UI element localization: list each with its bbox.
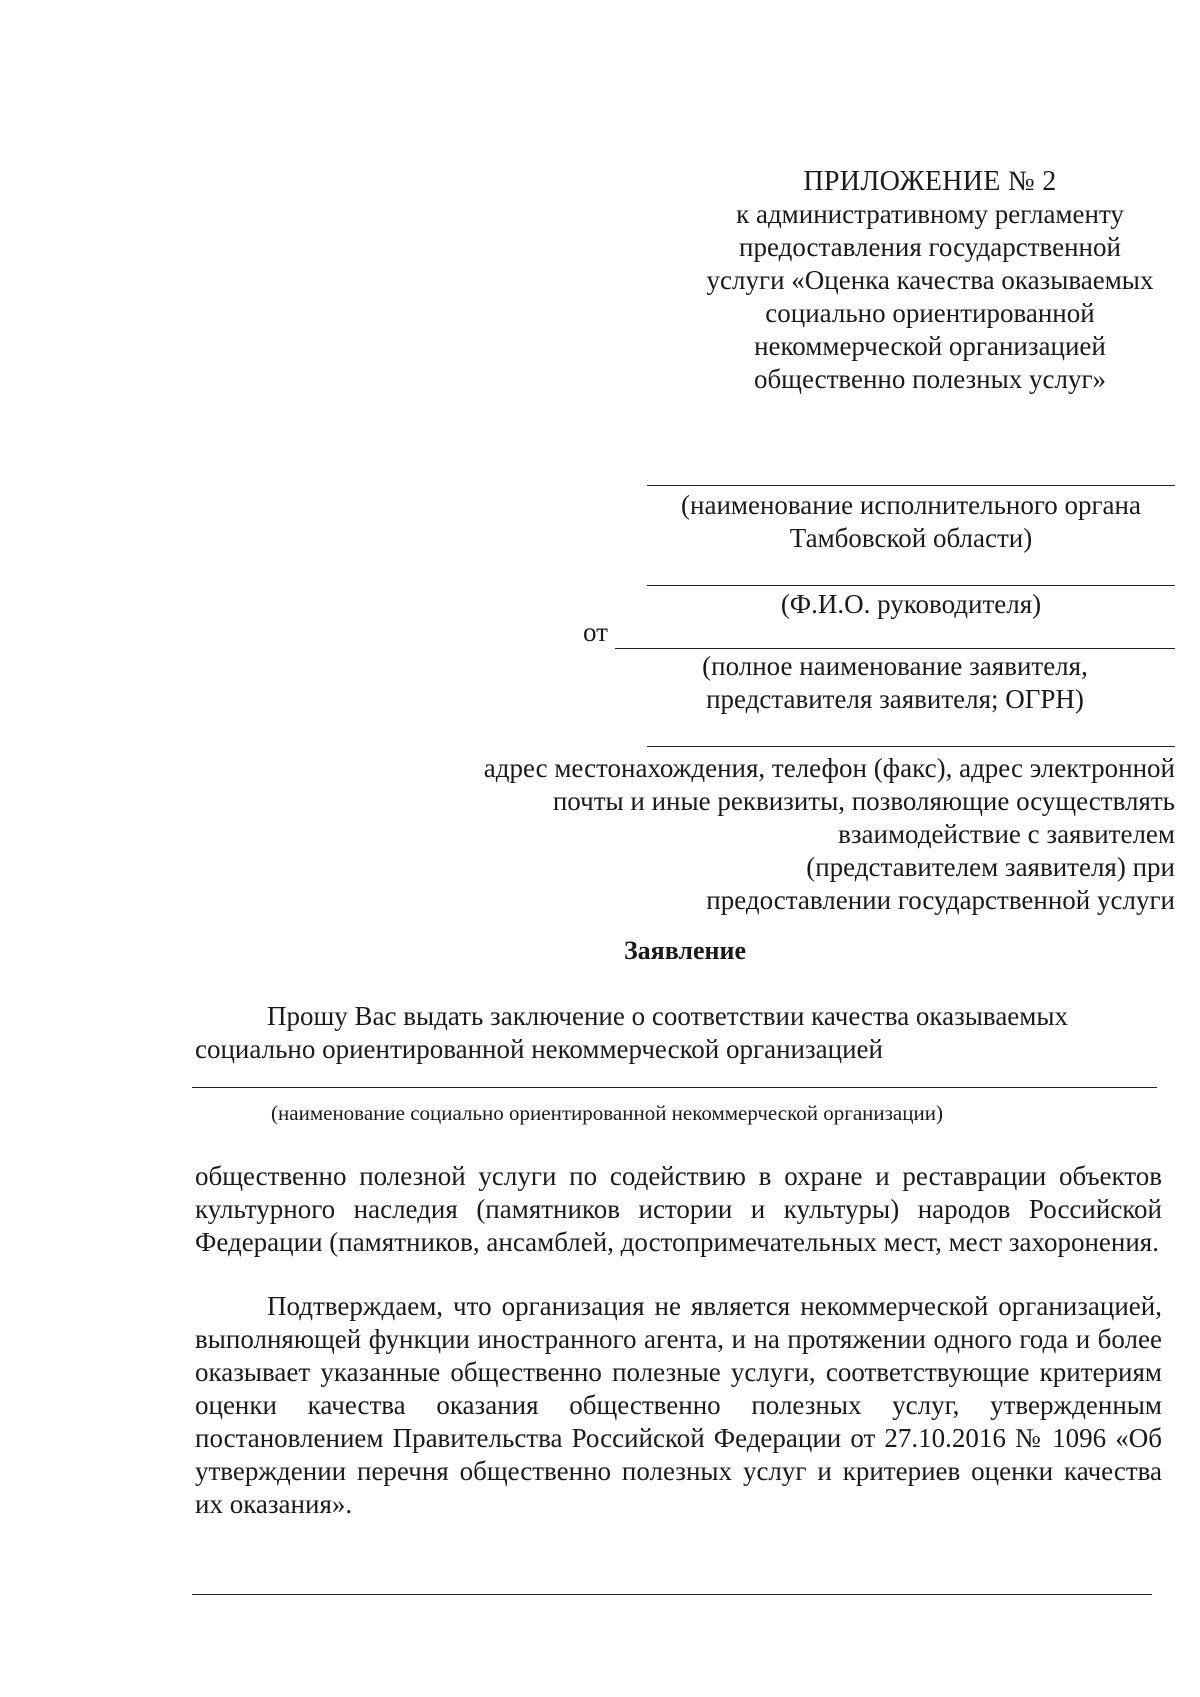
- authority-name-line: [647, 485, 1175, 486]
- header-line: некоммерческой организацией: [754, 331, 1106, 361]
- request-text: [195, 1000, 1165, 1066]
- header-line: услуги «Оценка качества оказываемых: [706, 265, 1154, 295]
- contacts-caption-line: адрес местонахождения, телефон (факс), адрес электронной: [483, 753, 1175, 783]
- header-line: общественно полезных услуг»: [753, 364, 1107, 394]
- header-line: социально ориентированной: [765, 298, 1095, 328]
- from-label: от: [583, 617, 608, 647]
- contacts-line: [647, 746, 1175, 747]
- header-line: предоставления государственной: [739, 232, 1121, 262]
- head-name-line: [647, 585, 1175, 586]
- organization-caption: (наименование социально ориентированной некоммерческой организации): [271, 1101, 943, 1125]
- request-line: Прошу Вас выдать заключение о соответствии качества оказываемых: [267, 1001, 1069, 1031]
- confirmation-paragraph-text: Подтверждаем, что организация не является некоммерческой организацией, выполняющей функции иностранного агента, и на протяжении одного года и более оказывает указанные общественно полезные услуги, соответствующие критериям оценки качества оказания общественно полезных услуг, утвержденным постановлением Правительства Российской Федерации от 27.10.2016 № 1096 «Об утверждении перечня общественно полезных услуг и критериев оценки качества их оказания».: [195, 1291, 1162, 1519]
- contacts-caption-line: взаимодействие с заявителем: [838, 819, 1175, 849]
- organization-name-line: [192, 1087, 1157, 1088]
- authority-caption-line: (наименование исполнительного органа: [681, 490, 1141, 520]
- contacts-caption-line: (представителем заявителя) при: [806, 852, 1175, 882]
- header-line: к административному регламенту: [736, 199, 1124, 229]
- authority-caption: [647, 489, 1175, 555]
- applicant-caption: [615, 650, 1175, 716]
- contacts-caption: [380, 752, 1175, 917]
- applicant-caption-line: представителя заявителя; ОГРН): [706, 684, 1084, 714]
- service-paragraph: [195, 1160, 1162, 1259]
- bottom-rule: [192, 1594, 1152, 1595]
- document-title: Заявление: [623, 936, 747, 965]
- appendix-header: [680, 165, 1180, 396]
- confirmation-paragraph: [195, 1290, 1162, 1521]
- authority-caption-line: Тамбовской области): [789, 523, 1033, 553]
- contacts-caption-line: почты и иные реквизиты, позволяющие осуществлять: [552, 786, 1175, 816]
- contacts-caption-line: предоставлении государственной услуги: [706, 885, 1175, 915]
- head-caption: (Ф.И.О. руководителя): [780, 589, 1042, 619]
- appendix-title: ПРИЛОЖЕНИЕ № 2: [803, 166, 1057, 197]
- request-line: социально ориентированной некоммерческой организацией: [195, 1034, 883, 1064]
- applicant-name-line: [615, 648, 1175, 649]
- service-paragraph-text: общественно полезной услуги по содействию в охране и реставрации объектов культурного наследия (памятников истории и культуры) народов Российской Федерации (памятников, ансамблей, достопримечательных мест, мест захоронения.: [195, 1161, 1162, 1257]
- applicant-caption-line: (полное наименование заявителя,: [702, 651, 1088, 681]
